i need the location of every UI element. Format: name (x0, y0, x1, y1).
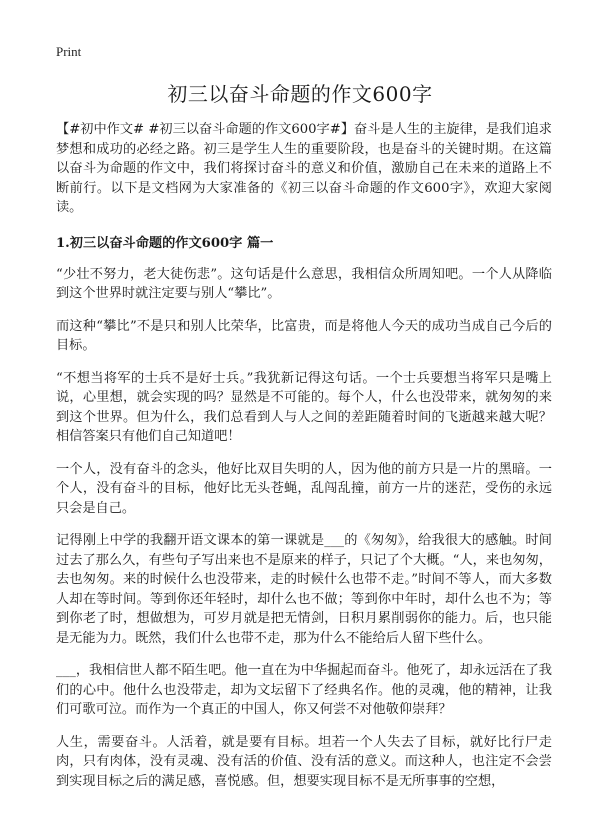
article-body (56, 120, 552, 804)
body-paragraph-3: “不想当将军的士兵不是好士兵。”我犹新记得这句话。一个士兵要想当将军只是嘴上说，心里想，就会实现的吗？显然是不可能的。每个人，什么也没带来，就匆匆的来到这个世界。但为什么，我们总看到人与人之间的差距随着时间的飞逝越来越大呢？相信答案只有他们自己知道吧！ (56, 370, 552, 444)
body-paragraph-7: 人生，需要奋斗。人活着，就是要有目标。坦若一个人失去了目标，就好比行尸走肉，只有肉体，没有灵魂、没有活的价值、没有活的意义。而这种人，也注定不会尝到实现目标之后的满足感，喜悦感。但，想要实现目标不是无所事事的空想， (56, 734, 552, 789)
body-paragraph-2: 而这种“攀比”不是只和别人比荣华，比富贵，而是将他人今天的成功当成自己今后的目标。 (56, 318, 552, 353)
section-heading: 1.初三以奋斗命题的作文600字 篇一 (56, 235, 274, 251)
body-paragraph-5: 记得刚上中学的我翻开语文课本的第一课就是___的《匆匆》，给我很大的感触。时间过去了那么久，有些句子写出来也不是原来的样子，只记了个大概。“人，来也匆匆，去也匆匆。来的时候什么也没带来，走的时候什么也带不走。”时间不等人，而大多数人却在等时间。等到你还年轻时，却什么也不做；等到你中年时，却什么也不为；等到你老了时，想做想为，可岁月就是把无情剑，日积月累削弱你的能力。后，也只能是无能为力。既然，我们什么也带不走，那为什么不能给后人留下些什么。 (56, 533, 552, 646)
body-paragraph-4: 一个人，没有奋斗的念头，他好比双目失明的人，因为他的前方只是一片的黑暗。一个人，没有奋斗的目标，他好比无头苍蝇，乱闯乱撞，前方一片的迷茫，受伤的永远只会是自己。 (56, 461, 552, 516)
body-paragraph-1: “少壮不努力，老大徒伤悲”。这句话是什么意思，我相信众所周知吧。一个人从降临到这个世界时就注定要与别人“攀比”。 (56, 266, 552, 301)
body-paragraph-6: ___，我相信世人都不陌生吧。他一直在为中华掘起而奋斗。他死了，却永远活在了我们的心中。他什么也没带走，却为文坛留下了经典名作。他的灵魂，他的精神，让我们可歌可泣。而作为一个真正的中国人，你又何尝不对他敬仰崇拜？ (56, 663, 552, 717)
page-title: 初三以奋斗命题的作文600字 (167, 82, 433, 106)
intro-paragraph: 【#初中作文# #初三以奋斗命题的作文600字#】奋斗是人生的主旋律，是我们追求梦想和成功的必经之路。初三是学生人生的重要阶段，也是奋斗的关键时期。在这篇以奋斗为命题的作文中，我们将探讨奋斗的意义和价值，激励自己在未来的道路上不断前行。以下是文档网为大家准备的《初三以奋斗命题的作文600字》，欢迎大家阅读。 (56, 122, 552, 215)
print-link[interactable]: Print (56, 44, 82, 59)
